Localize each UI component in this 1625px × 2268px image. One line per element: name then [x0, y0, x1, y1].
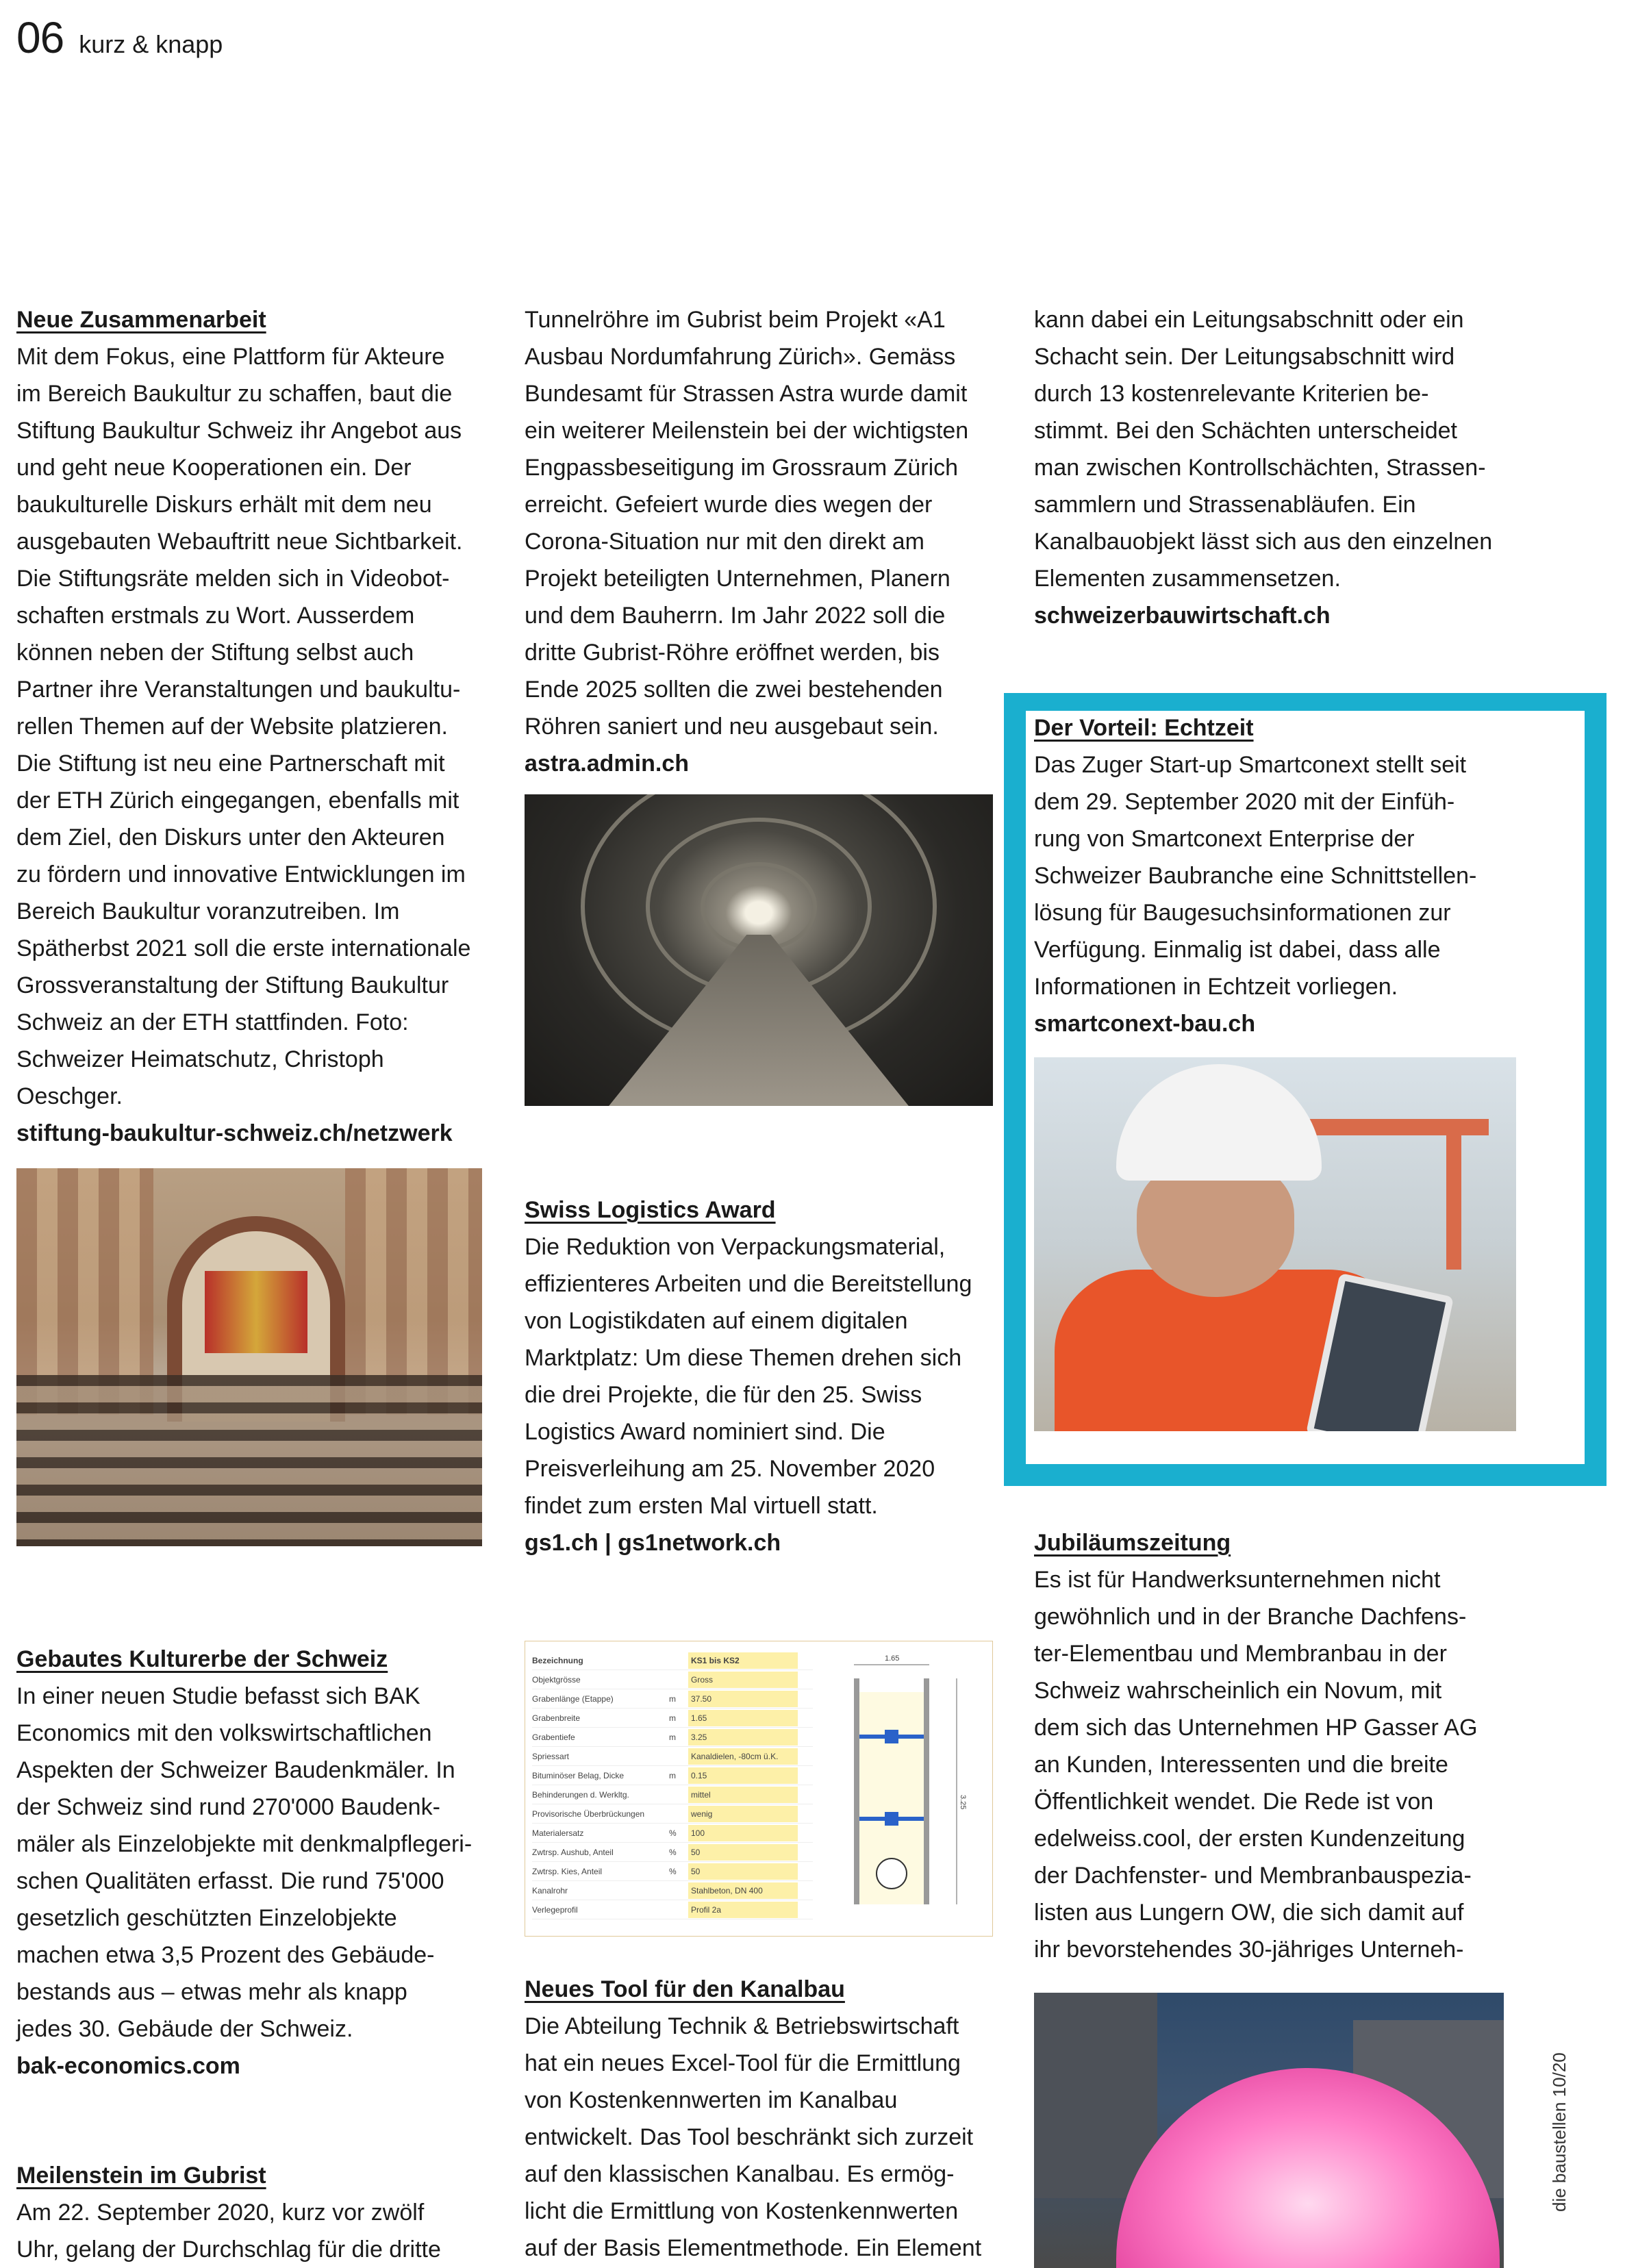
body-line: Stiftung Baukultur Schweiz ihr Angebot aus [16, 418, 462, 444]
body-line: Partner ihre Veranstaltungen und baukultu- [16, 677, 461, 703]
body-line: jedes 30. Gebäude der Schweiz. [16, 2016, 353, 2042]
crane-pillar [1446, 1119, 1461, 1270]
body-line: schaften erstmals zu Wort. Ausserdem [16, 603, 415, 629]
section-label: kurz & knapp [79, 30, 223, 58]
table-row [532, 1766, 813, 1785]
article-title: Neue Zusammenarbeit [16, 307, 266, 333]
body-line: listen aus Lungern OW, die sich damit auf [1034, 1900, 1464, 1926]
body-line: dritte Gubrist-Röhre eröffnet werden, bis [525, 640, 940, 666]
article-kanalbau-continued [1034, 301, 1500, 634]
body-line: und geht neue Kooperationen ein. Der [16, 455, 412, 481]
article-body [525, 2008, 990, 2267]
table-row [532, 1670, 813, 1689]
article-title: Meilenstein im Gubrist [16, 2163, 266, 2189]
article-link[interactable]: gs1.ch | gs1network.ch [525, 1530, 781, 1556]
body-line: kann dabei ein Leitungsabschnitt oder ein [1034, 307, 1464, 333]
body-line: Schweiz wahrscheinlich ein Novum, mit [1034, 1678, 1442, 1704]
body-line: rellen Themen auf der Website platzieren. [16, 714, 448, 740]
body-line: gesetzlich geschützten Einzelobjekte [16, 1905, 397, 1931]
table-row [532, 1747, 813, 1766]
body-line: Verfügung. Einmalig ist dabei, dass alle [1034, 937, 1441, 963]
table-cell: % [669, 1866, 677, 1876]
body-line: Die Abteilung Technik & Betriebswirtschaft [525, 2013, 959, 2039]
article-link[interactable]: bak-economics.com [16, 2053, 240, 2079]
body-line: dem sich das Unternehmen HP Gasser AG [1034, 1715, 1478, 1741]
body-line: Engpassbeseitigung im Grossraum Zürich [525, 455, 959, 481]
issue-note: die baustellen 10/20 [1549, 2052, 1570, 2212]
table-cell: Kanaldielen, -80cm ü.K. [688, 1748, 798, 1765]
article-body [525, 301, 990, 745]
body-line: mäler als Einzelobjekte mit denkmalpflegeri- [16, 1831, 473, 1857]
table-row [532, 1843, 813, 1862]
table-row [532, 1881, 813, 1900]
body-line: die drei Projekte, die für den 25. Swiss [525, 1382, 922, 1408]
body-line: Die Reduktion von Verpackungsmaterial, [525, 1234, 946, 1260]
altar [205, 1271, 307, 1353]
article-body [1034, 746, 1527, 1005]
table-cell: KS1 bis KS2 [688, 1652, 798, 1669]
body-line: Ende 2025 sollten die zwei bestehenden [525, 677, 943, 703]
tunnel-photo [525, 794, 993, 1106]
article-body [16, 338, 482, 1115]
criteria-table [532, 1651, 813, 1919]
dimension-width-label: 1.65 [885, 1654, 900, 1663]
body-line: ihr bevorstehendes 30-jähriges Unterneh- [1034, 1937, 1464, 1963]
body-line: Economics mit den volkswirtschaftlichen [16, 1720, 432, 1746]
table-cell: Gross [688, 1672, 798, 1688]
article-body [16, 1678, 482, 2048]
table-row [532, 1804, 813, 1824]
body-line: ausgebauten Webauftritt neue Sichtbarkeit. [16, 529, 463, 555]
table-cell: Kanalrohr [532, 1885, 568, 1895]
worker-tablet-photo [1034, 1057, 1516, 1431]
article-title: Gebautes Kulturerbe der Schweiz [16, 1646, 388, 1672]
table-cell: Grabentiefe [532, 1732, 575, 1742]
table-cell: 1.65 [688, 1710, 798, 1726]
body-line: Aspekten der Schweizer Baudenkmäler. In [16, 1757, 455, 1783]
page-header [16, 12, 223, 63]
article-jubilaeum [1034, 1524, 1500, 1968]
body-line: entwickelt. Das Tool beschränkt sich zurzeit [525, 2124, 974, 2150]
article-kanalbau [525, 1971, 990, 2267]
body-line: Das Zuger Start-up Smartconext stellt seit [1034, 752, 1467, 778]
table-cell: 3.25 [688, 1729, 798, 1746]
kanalbau-table-figure [525, 1641, 993, 1937]
table-cell: Provisorische Überbrückungen [532, 1809, 645, 1819]
table-cell: Grabenlänge (Etappe) [532, 1693, 614, 1704]
dimension-depth-label: 3.25 [959, 1795, 967, 1810]
table-cell: m [669, 1732, 676, 1742]
article-gubrist [16, 2157, 482, 2268]
article-title: Neues Tool für den Kanalbau [525, 1976, 845, 2002]
body-line: der Schweiz sind rund 270'000 Baudenk- [16, 1794, 440, 1820]
body-line: baukulturelle Diskurs erhält mit dem neu [16, 492, 432, 518]
body-line: Marktplatz: Um diese Themen drehen sich [525, 1345, 962, 1371]
body-line: Logistics Award nominiert sind. Die [525, 1419, 885, 1445]
table-cell: Behinderungen d. Werkltg. [532, 1789, 629, 1800]
table-cell: Objektgrösse [532, 1674, 581, 1685]
article-zusammenarbeit [16, 301, 482, 1152]
body-line: Die Stiftung ist neu eine Partnerschaft mit [16, 751, 445, 777]
body-line: stimmt. Bei den Schächten unterscheidet [1034, 418, 1457, 444]
body-line: licht die Ermittlung von Kostenkennwerten [525, 2198, 959, 2224]
body-line: auf der Basis Elementmethode. Ein Element [525, 2235, 982, 2261]
body-line: Oeschger. [16, 1083, 123, 1109]
table-cell: m [669, 1713, 676, 1723]
article-link[interactable]: schweizerbauwirtschaft.ch [1034, 603, 1331, 629]
body-line: im Bereich Baukultur zu schaffen, baut die [16, 381, 453, 407]
body-line: Am 22. September 2020, kurz vor zwölf [16, 2200, 425, 2226]
body-line: Uhr, gelang der Durchschlag für die dritte [16, 2236, 441, 2263]
body-line: Schweizer Heimatschutz, Christoph [16, 1046, 384, 1072]
article-kulturerbe [16, 1641, 482, 2084]
body-line: edelweiss.cool, der ersten Kundenzeitung [1034, 1826, 1465, 1852]
body-line: Öffentlichkeit wendet. Die Rede ist von [1034, 1789, 1434, 1815]
table-cell: % [669, 1828, 677, 1838]
article-body [1034, 301, 1500, 597]
church-photo [16, 1168, 482, 1546]
body-line: Mit dem Fokus, eine Plattform für Akteure [16, 344, 445, 370]
body-line: Grossveranstaltung der Stiftung Baukultur [16, 972, 449, 998]
church-pews [16, 1375, 482, 1546]
body-line: auf den klassischen Kanalbau. Es ermög- [525, 2161, 955, 2187]
table-row [532, 1824, 813, 1843]
body-line: der ETH Zürich eingegangen, ebenfalls mit [16, 788, 459, 814]
body-line: Bereich Baukultur voranzutreiben. Im [16, 898, 400, 924]
table-cell: Grabenbreite [532, 1713, 581, 1723]
table-cell: 50 [688, 1863, 798, 1880]
article-body [525, 1228, 990, 1524]
body-line: Corona-Situation nur mit den direkt am [525, 529, 924, 555]
body-line: zu fördern und innovative Entwicklungen im [16, 861, 466, 887]
body-line: bestands aus – etwas mehr als knapp [16, 1979, 407, 2005]
body-line: der Dachfenster- und Membranbauspezia- [1034, 1863, 1472, 1889]
page-number: 06 [16, 13, 64, 62]
body-line: Elementen zusammensetzen. [1034, 566, 1341, 592]
table-row [532, 1709, 813, 1728]
body-line: und dem Bauherrn. Im Jahr 2022 soll die [525, 603, 946, 629]
body-line: Schacht sein. Der Leitungsabschnitt wird [1034, 344, 1455, 370]
hard-hat [1116, 1064, 1322, 1181]
table-cell: Stahlbeton, DN 400 [688, 1882, 798, 1899]
body-line: Preisverleihung am 25. November 2020 [525, 1456, 935, 1482]
body-line: man zwischen Kontrollschächten, Strassen- [1034, 455, 1486, 481]
body-line: gewöhnlich und in der Branche Dachfens- [1034, 1604, 1467, 1630]
table-cell: Zwtrsp. Aushub, Anteil [532, 1847, 614, 1857]
table-cell: 100 [688, 1825, 798, 1841]
table-row [532, 1785, 813, 1804]
building-left [1034, 1993, 1157, 2198]
table-cell: % [669, 1847, 677, 1857]
trench-schematic [827, 1651, 977, 1925]
body-line: ter-Elementbau und Membranbau in der [1034, 1641, 1447, 1667]
body-line: dem Ziel, den Diskurs unter den Akteuren [16, 824, 445, 850]
article-link[interactable]: smartconext-bau.ch [1034, 1011, 1256, 1037]
table-cell: 0.15 [688, 1767, 798, 1784]
body-line: dem 29. September 2020 mit der Einfüh- [1034, 789, 1455, 815]
body-line: effizienteres Arbeiten und die Bereitstellung [525, 1271, 972, 1297]
article-gubrist-continued [525, 301, 990, 782]
table-row [532, 1862, 813, 1881]
article-link[interactable]: stiftung-baukultur-schweiz.ch/netzwerk [16, 1120, 453, 1146]
article-logistics [525, 1192, 990, 1561]
body-line: durch 13 kostenrelevante Kriterien be- [1034, 381, 1429, 407]
body-line: In einer neuen Studie befasst sich BAK [16, 1683, 420, 1709]
body-line: Kanalbauobjekt lässt sich aus den einzelnen [1034, 529, 1493, 555]
worker-head [1137, 1160, 1294, 1297]
table-cell: Bituminöser Belag, Dicke [532, 1770, 625, 1780]
article-body [16, 2194, 482, 2268]
body-line: lösung für Baugesuchsinformationen zur [1034, 900, 1451, 926]
article-link[interactable]: astra.admin.ch [525, 751, 689, 777]
body-line: Spätherbst 2021 soll die erste internationale [16, 935, 471, 961]
table-cell: Verlegeprofil [532, 1904, 578, 1915]
body-line: können neben der Stiftung selbst auch [16, 640, 414, 666]
article-body [1034, 1561, 1500, 1968]
body-line: Ausbau Nordumfahrung Zürich». Gemäss [525, 344, 956, 370]
table-cell: wenig [688, 1806, 798, 1822]
article-title: Swiss Logistics Award [525, 1197, 776, 1223]
table-row [532, 1728, 813, 1747]
membrane-dome-photo [1034, 1993, 1504, 2268]
body-line: Schweizer Baubranche eine Schnittstellen- [1034, 863, 1477, 889]
article-title: Jubiläumszeitung [1034, 1530, 1231, 1556]
body-line: Die Stiftungsräte melden sich in Videobot- [16, 566, 450, 592]
table-cell: Profil 2a [688, 1902, 798, 1918]
body-line: rung von Smartconext Enterprise der [1034, 826, 1415, 852]
body-line: Schweiz an der ETH stattfinden. Foto: [16, 1009, 409, 1035]
table-cell: m [669, 1693, 676, 1704]
table-cell: mittel [688, 1787, 798, 1803]
article-echtzeit [1034, 709, 1527, 1042]
body-line: Bundesamt für Strassen Astra wurde damit [525, 381, 968, 407]
body-line: von Kostenkennwerten im Kanalbau [525, 2087, 898, 2113]
body-line: machen etwa 3,5 Prozent des Gebäude- [16, 1942, 435, 1968]
table-cell: m [669, 1770, 676, 1780]
table-header-row [532, 1651, 813, 1670]
body-line: erreicht. Gefeiert wurde dies wegen der [525, 492, 933, 518]
table-row [532, 1689, 813, 1709]
body-line: findet zum ersten Mal virtuell statt. [525, 1493, 878, 1519]
table-cell: 37.50 [688, 1691, 798, 1707]
table-cell: Spriessart [532, 1751, 570, 1761]
body-line: schen Qualitäten erfasst. Die rund 75'000 [16, 1868, 444, 1894]
body-line: Röhren saniert und neu ausgebaut sein. [525, 714, 939, 740]
body-line: Informationen in Echtzeit vorliegen. [1034, 974, 1398, 1000]
table-cell: Materialersatz [532, 1828, 584, 1838]
body-line: hat ein neues Excel-Tool für die Ermittlung [525, 2050, 961, 2076]
body-line: Projekt beteiligten Unternehmen, Planern [525, 566, 950, 592]
table-cell: Bezeichnung [532, 1655, 583, 1665]
table-row [532, 1900, 813, 1919]
body-line: ein weiterer Meilenstein bei der wichtigsten [525, 418, 969, 444]
body-line: von Logistikdaten auf einem digitalen [525, 1308, 908, 1334]
article-title: Der Vorteil: Echtzeit [1034, 715, 1254, 741]
body-line: sammlern und Strassenabläufen. Ein [1034, 492, 1416, 518]
body-line: an Kunden, Interessenten und die breite [1034, 1752, 1448, 1778]
table-cell: Zwtrsp. Kies, Anteil [532, 1866, 603, 1876]
table-cell: 50 [688, 1844, 798, 1861]
body-line: Tunnelröhre im Gubrist beim Projekt «A1 [525, 307, 946, 333]
body-line: Es ist für Handwerksunternehmen nicht [1034, 1567, 1441, 1593]
